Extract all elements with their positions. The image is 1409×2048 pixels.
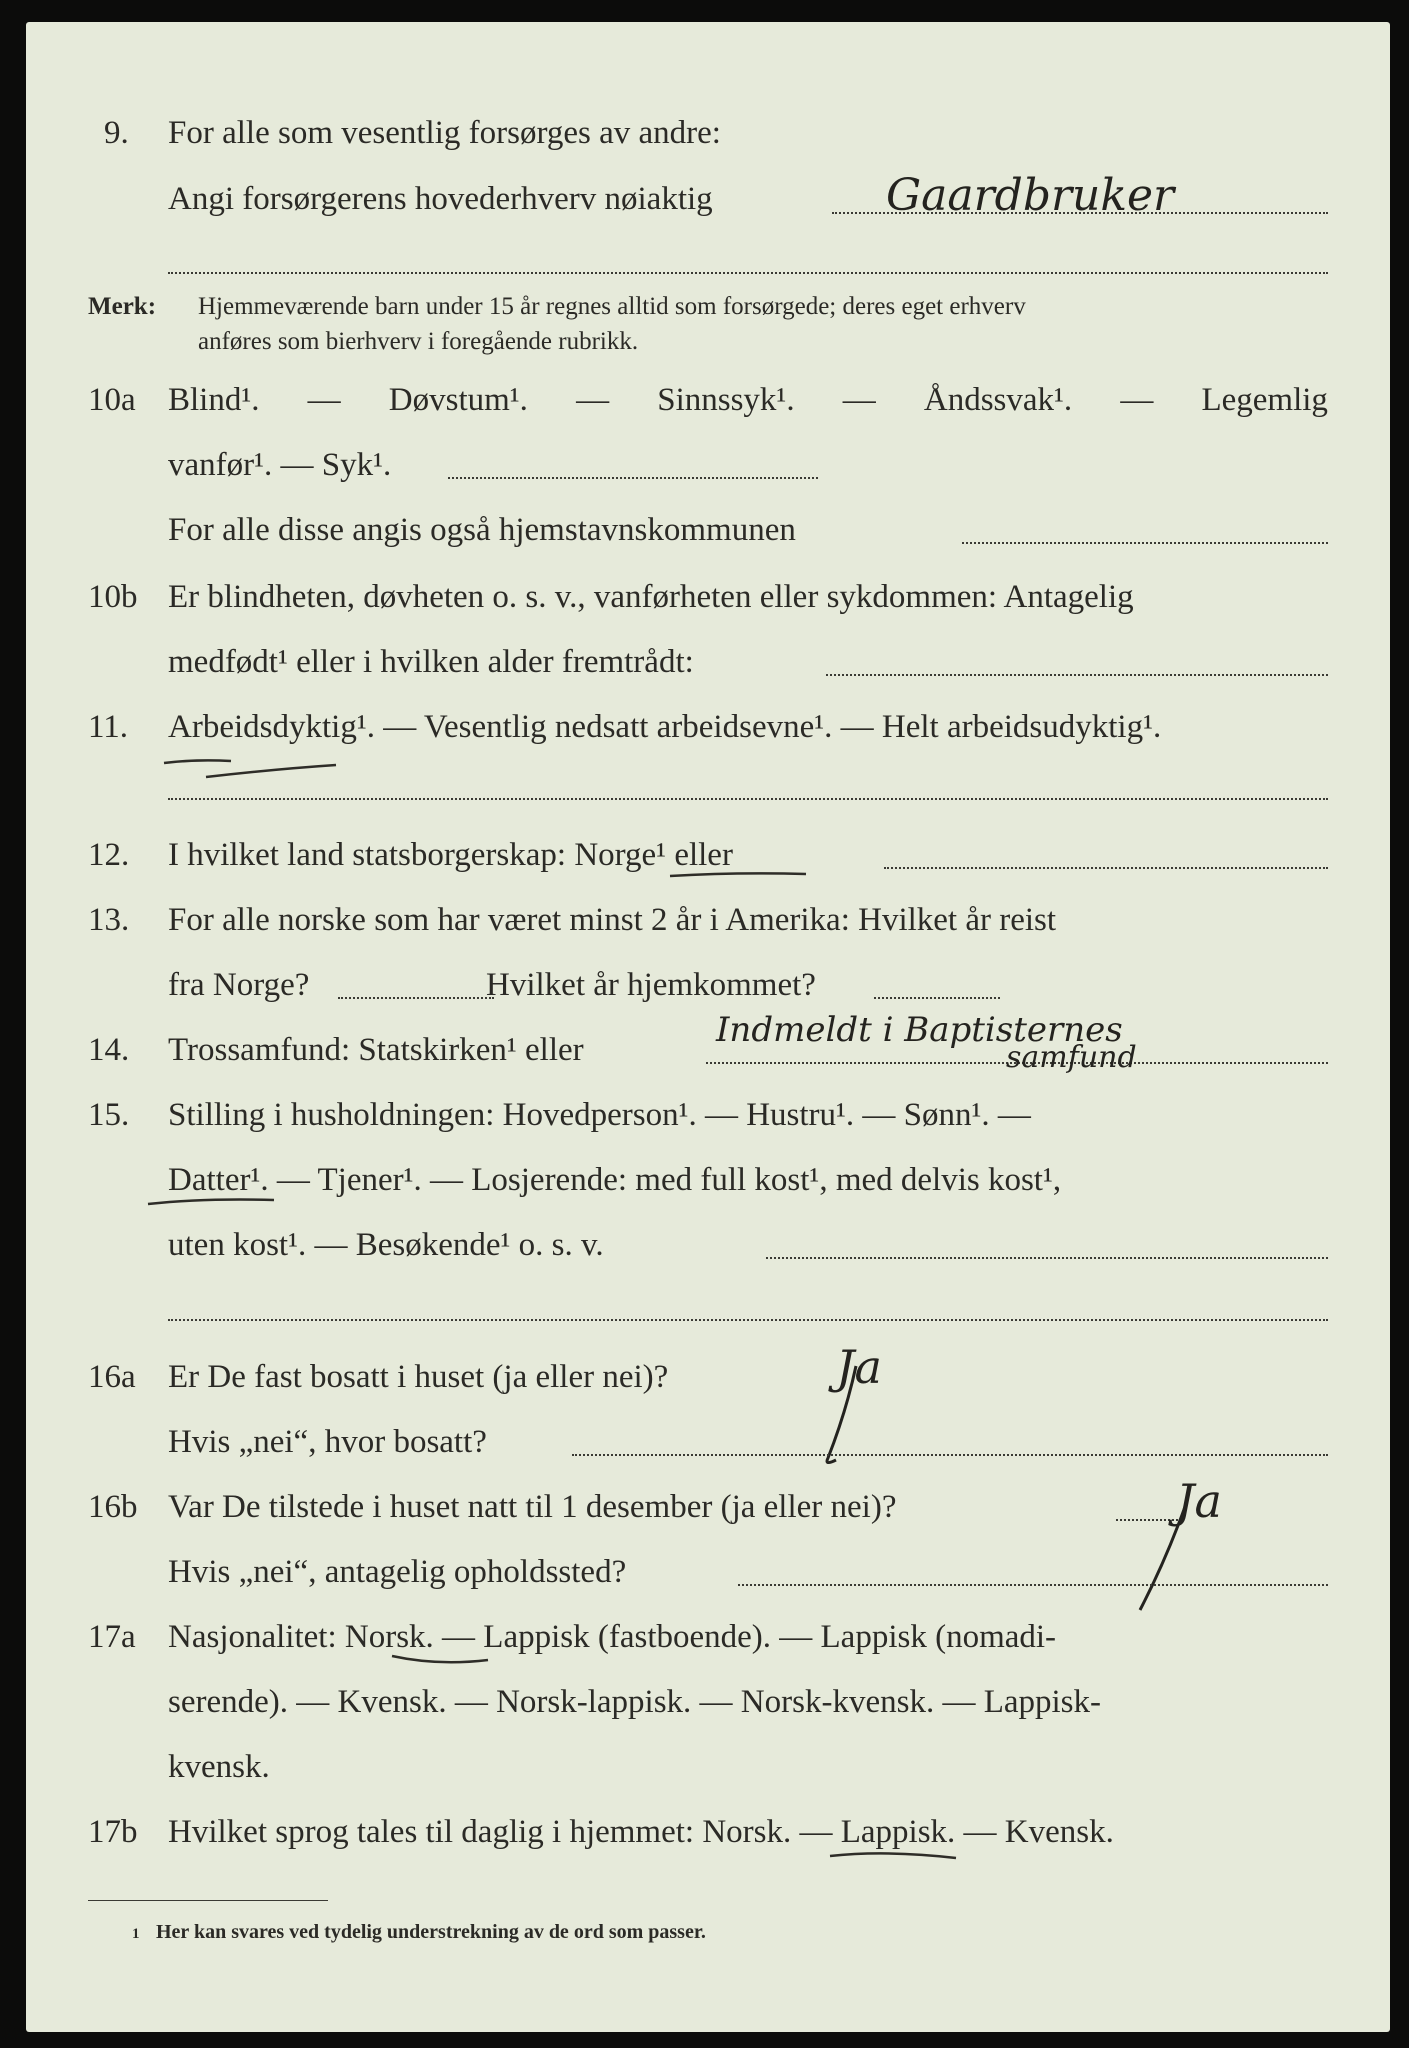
q16a-line1: Er De fast bosatt i huset (ja eller nei)?: [168, 1359, 669, 1395]
q12-answer-line: [884, 867, 1328, 869]
q10a-kommune-line: [962, 542, 1328, 544]
footnote-divider: [88, 1900, 328, 1901]
q17a-line3: kvensk.: [168, 1749, 270, 1785]
q16b-opholdssted-line: [738, 1584, 1328, 1586]
q9-handwritten-answer: Gaardbruker: [886, 170, 1175, 221]
q16a-handwritten-answer: Ja: [836, 1340, 882, 1394]
q16a-number: 16a: [88, 1359, 136, 1395]
q10a-line2: vanfør¹. — Syk¹.: [168, 447, 392, 483]
q15-datter-underline: [144, 1194, 284, 1214]
q10b-answer-line: [826, 674, 1328, 676]
q15-answer-line: [766, 1257, 1328, 1259]
footnote-mark: 1: [132, 1926, 140, 1942]
q17a-number: 17a: [88, 1619, 136, 1655]
q13-hjemkommet-line: [874, 997, 1000, 999]
q10a-dash: —: [576, 382, 610, 418]
q10a-syk-line: [448, 477, 818, 479]
q10a-dash: —: [307, 382, 341, 418]
q9-number: 9.: [104, 115, 129, 151]
q13-line1: For alle norske som har været minst 2 år i Amerika: Hvilket år reist: [168, 902, 1057, 938]
q13-reist-line: [338, 997, 494, 999]
q9-line1: For alle som vesentlig forsørges av andre:: [168, 115, 721, 151]
q16b-handwritten-answer: Ja: [1176, 1474, 1222, 1528]
q10a-line1: [168, 380, 1328, 420]
q14-number: 14.: [88, 1032, 130, 1068]
q14-handwritten-answer-1: Indmeldt i Baptisternes: [716, 1010, 1123, 1050]
q16b-pen-stroke: [1126, 1500, 1196, 1620]
merk-line2: anføres som bierhverv i foregående rubrikk.: [198, 328, 639, 355]
q12-number: 12.: [88, 837, 130, 873]
census-form-page: [26, 22, 1390, 2032]
q13-line2b: Hvilket år hjemkommet?: [486, 967, 816, 1003]
q13-number: 13.: [88, 902, 130, 938]
q17b-line1: Hvilket sprog tales til daglig i hjemmet: Norsk. — Lappisk. — Kvensk.: [168, 1814, 1114, 1850]
q15-line1: Stilling i husholdningen: Hovedperson¹. — Hustru¹. — Sønn¹. —: [168, 1097, 1031, 1133]
q17a-norsk-underline: [388, 1650, 498, 1670]
footnote-text: Her kan svares ved tydelig understrekning av de ord som passer.: [156, 1921, 706, 1943]
section-divider: [168, 798, 1328, 800]
q10a-number: 10a: [88, 382, 136, 418]
q10a-option-dovstum: Døvstum¹.: [388, 382, 528, 418]
q10a-line3: For alle disse angis også hjemstavnskommunen: [168, 512, 796, 548]
q10a-option-blind: Blind¹.: [168, 382, 260, 418]
q17b-norsk-underline: [826, 1848, 966, 1868]
q10a-dash: —: [1120, 382, 1154, 418]
q14-line1: Trossamfund: Statskirken¹ eller: [168, 1032, 584, 1068]
q12-norge-underline: [666, 864, 816, 884]
section-divider: [168, 272, 1328, 274]
q15-line2: Datter¹. — Tjener¹. — Losjerende: med full kost¹, med delvis kost¹,: [168, 1162, 1062, 1198]
q15-number: 15.: [88, 1097, 130, 1133]
q11-number: 11.: [88, 709, 129, 745]
q17a-line1: Nasjonalitet: Norsk. — Lappisk (fastboende). — Lappisk (nomadi-: [168, 1619, 1057, 1655]
q14-handwritten-answer-2: samfund: [1006, 1040, 1137, 1075]
q16a-bosatt-line: [572, 1454, 1328, 1456]
q16b-line2: Hvis „nei“, antagelig opholdssted?: [168, 1554, 627, 1590]
q13-line2a: fra Norge?: [168, 967, 310, 1003]
q10b-line2: medfødt¹ eller i hvilken alder fremtrådt:: [168, 644, 694, 680]
q9-line2: Angi forsørgerens hovederhverv nøiaktig: [168, 181, 713, 217]
q10b-number: 10b: [88, 579, 138, 615]
q10a-dash: —: [842, 382, 876, 418]
q10a-option-legemlig: Legemlig: [1201, 382, 1328, 418]
q16a-line2: Hvis „nei“, hvor bosatt?: [168, 1424, 487, 1460]
q17a-line2: serende). — Kvensk. — Norsk-lappisk. — Norsk-kvensk. — Lappisk-: [168, 1684, 1102, 1720]
q17b-number: 17b: [88, 1814, 138, 1850]
section-divider: [168, 1319, 1328, 1321]
q16b-line1: Var De tilstede i huset natt til 1 desember (ja eller nei)?: [168, 1489, 897, 1525]
q16b-number: 16b: [88, 1489, 138, 1525]
merk-label: Merk:: [88, 293, 157, 320]
merk-line1: Hjemmeværende barn under 15 år regnes alltid som forsørgede; deres eget erhverv: [198, 293, 1026, 320]
q12-line1: I hvilket land statsborgerskap: Norge¹ eller: [168, 837, 733, 873]
q15-line3: uten kost¹. — Besøkende¹ o. s. v.: [168, 1227, 604, 1263]
q10a-option-andssvak: Åndssvak¹.: [923, 382, 1073, 418]
q11-line1: Arbeidsdyktig¹. — Vesentlig nedsatt arbeidsevne¹. — Helt arbeidsudyktig¹.: [168, 709, 1162, 745]
q10b-line1: Er blindheten, døvheten o. s. v., vanførheten eller sykdommen: Antagelig: [168, 579, 1134, 615]
q11-underline-mark: [156, 747, 356, 787]
q10a-option-sinnssyk: Sinnssyk¹.: [657, 382, 795, 418]
